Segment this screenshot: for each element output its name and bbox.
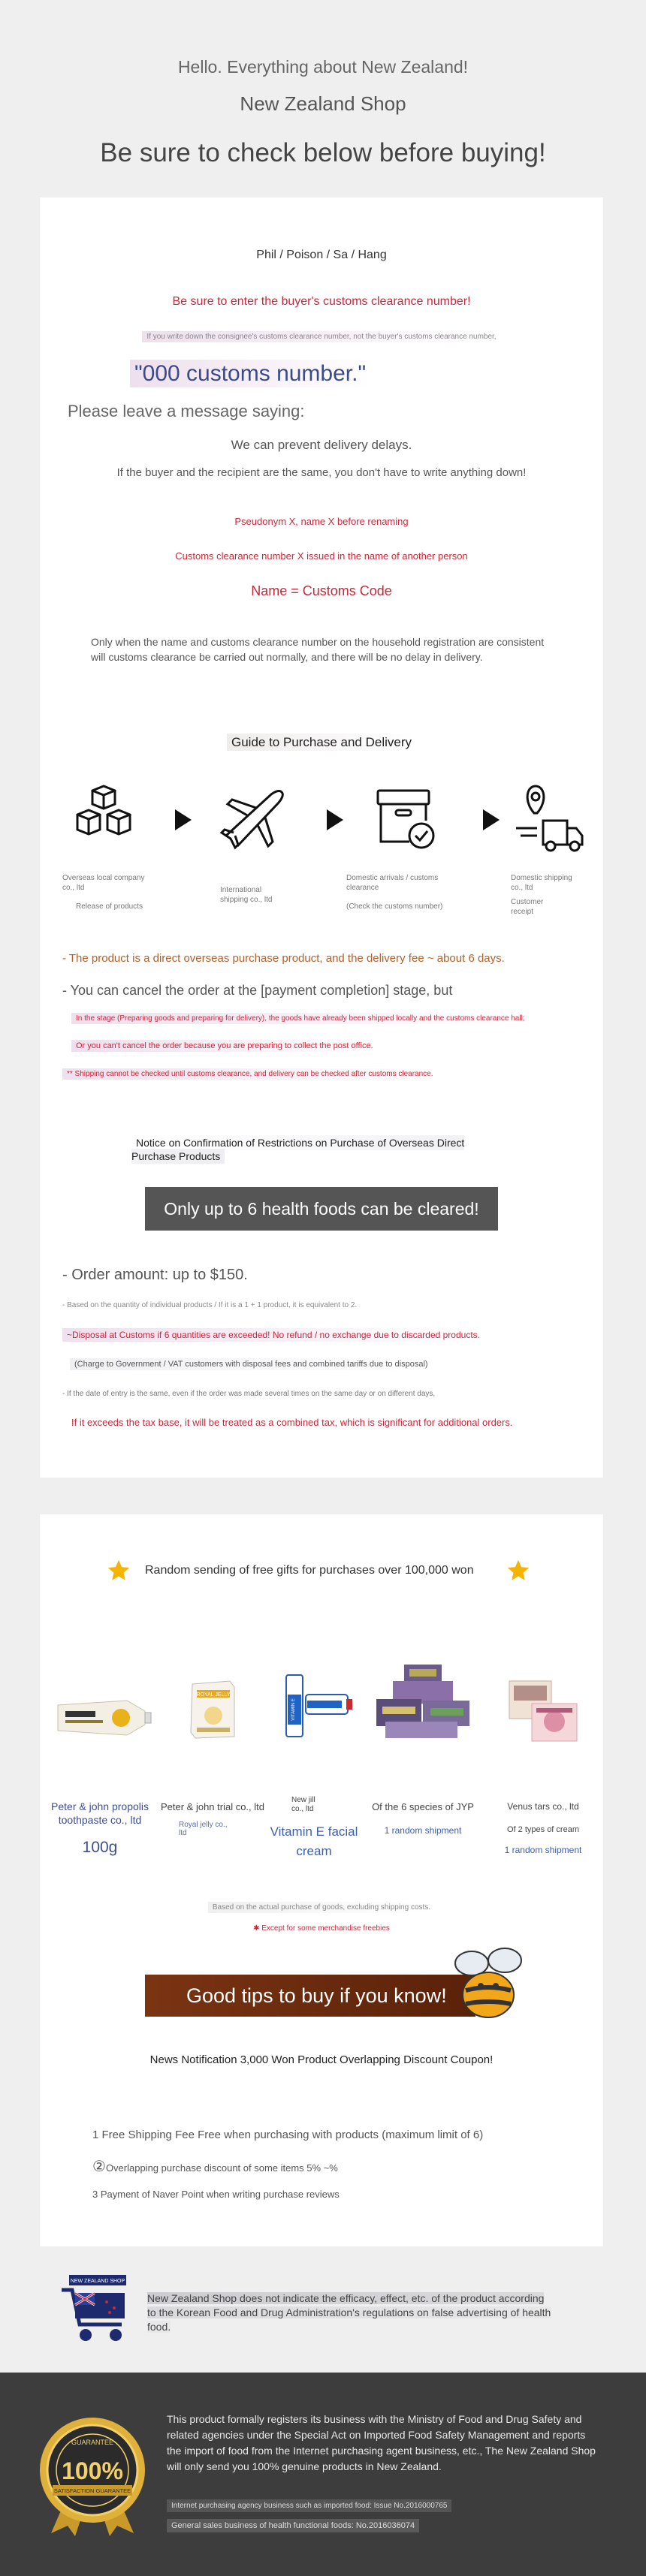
leave-message-label: Please leave a message saying:: [68, 402, 305, 420]
royal-jelly-box-image: [186, 1680, 239, 1743]
product-2-name: Peter & john trial co., ltd: [160, 1801, 264, 1812]
name-equals-code: Name = Customs Code: [251, 583, 392, 598]
genuine-statement: This product formally registers its business with the Ministry of Food and Drug Safety and related agencies under the Special Act on Imported Food Safety Management and reports the import of food from the Internet purchasing agent business, etc., The New Zealand Shop will only send you 100% genuine products in New Zealand.: [167, 2413, 596, 2472]
pseudonym-rule: Pseudonym X, name X before renaming: [234, 516, 409, 527]
step4-caption2: Customer receipt: [511, 898, 544, 916]
registration-1: Internet purchasing agency business such as imported food: Issue No.2016000765: [167, 2502, 451, 2510]
gifts-title: Random sending of free gifts for purchases over 100,000 won: [145, 1564, 474, 1577]
cancel-note: - You can cancel the order at the [payment completion] stage, but: [62, 983, 453, 998]
delivery-fee-note: - The product is a direct overseas purchase product, and the delivery fee ~ about 6 days.: [62, 952, 505, 965]
tip-2: ②Overlapping purchase discount of some items 5% ~%: [92, 2159, 338, 2175]
toothpaste-image: [55, 1695, 152, 1743]
star-icon: [506, 1558, 531, 1587]
cannot-cancel-note: Or you can't cancel the order because you are preparing to collect the post office.: [71, 1041, 378, 1050]
product-3-sub: Vitamin E facial cream: [270, 1824, 358, 1858]
prevent-delays: We can prevent delivery delays.: [231, 438, 412, 452]
same-date-note: - If the date of entry is the same, even if the order was made several times on the same day or on different days,: [62, 1390, 436, 1398]
example-customs-number: "000 customs number.": [130, 361, 551, 387]
notice-card: [40, 197, 603, 1478]
except-note: ✱ Except for some merchandise freebies: [253, 1924, 390, 1933]
footer-disclaimer: [0, 2275, 646, 2350]
arrow-icon: [175, 809, 192, 830]
arrow-icon: [327, 809, 343, 830]
gifts-card: [40, 1514, 603, 2246]
asterisk-icon: ✱: [253, 1924, 262, 1933]
health-food-limit-bar: Only up to 6 health foods can be cleared!: [145, 1187, 498, 1231]
tips-bar: Good tips to buy if you know!: [145, 1975, 475, 2017]
airplane-icon: [219, 783, 294, 858]
names-line: Phil / Poison / Sa / Hang: [256, 249, 387, 261]
step1-caption: Overseas local company co., ltd: [62, 874, 145, 892]
seal-top-text: GUARANTEE: [71, 2439, 114, 2446]
package-check-icon: [370, 783, 445, 858]
product-5-sub: Of 2 types of cream: [507, 1825, 579, 1834]
product-4-name: Of the 6 species of JYP: [372, 1801, 474, 1812]
svg-text:VITAMIN E: VITAMIN E: [291, 1698, 296, 1721]
seal-percent: 100%: [62, 2457, 123, 2484]
restrictions-title: Notice on Confirmation of Restrictions on Purchase of Overseas Direct Purchase Products: [131, 1137, 465, 1162]
stage-note: In the stage (Preparing goods and preparing for delivery), the goods have already been shipped locally and the customs clearance hall;: [71, 1014, 582, 1023]
product-3-name: New jill co., ltd: [291, 1796, 315, 1813]
disclaimer-text: New Zealand Shop does not indicate the efficacy, effect, etc. of the product according to the Korean Food and Drug Administration's regulations on false advertising of health food.: [147, 2292, 551, 2333]
star-icon: [106, 1558, 131, 1587]
step2-caption: International shipping co., ltd: [220, 886, 273, 904]
logo-text: NEW ZEALAND SHOP: [70, 2279, 125, 2284]
product-1-size: 100g: [82, 1839, 118, 1856]
shop-cart-logo: [59, 2275, 134, 2351]
shipping-check-note: ** Shipping cannot be checked until customs clearance, and delivery can be checked after customs clearance.: [62, 1070, 438, 1078]
hero: [0, 0, 646, 168]
bee-mascot-icon: [449, 1941, 524, 2027]
product-5-sub2: 1 random shipment: [504, 1845, 582, 1855]
only-when-note: Only when the name and customs clearance number on the household registration are consistent will customs clearance be carried out normally, and there will be no delay in delivery.: [91, 636, 545, 663]
tax-base-note: If it exceeds the tax base, it will be treated as a combined tax, which is significant for additional orders.: [71, 1417, 513, 1428]
boxes-icon: [70, 783, 145, 858]
step1-caption2: Release of products: [76, 902, 143, 911]
tip-3: 3 Payment of Naver Point when writing purchase reviews: [92, 2189, 340, 2200]
step3-caption2: (Check the customs number): [346, 902, 443, 911]
step4-caption: Domestic shipping co., ltd: [511, 874, 572, 892]
step3-caption: Domestic arrivals / customs clearance: [346, 874, 439, 892]
order-amount: - Order amount: up to $150.: [62, 1267, 248, 1283]
product-4-sub: 1 random shipment: [384, 1825, 462, 1836]
hero-headline: Be sure to check below before buying!: [100, 138, 546, 167]
guide-steps: [62, 783, 581, 881]
hero-shop-name: New Zealand Shop: [240, 92, 406, 115]
enter-number-note: Be sure to enter the buyer's customs clearance number!: [172, 295, 471, 308]
venus-cream-image: [502, 1677, 584, 1748]
disposal-note: ~Disposal at Customs if 6 quantities are exceeded! No refund / no exchange due to discarded products.: [62, 1330, 484, 1340]
arrow-icon: [483, 809, 500, 830]
seal-bottom-text: SATISFACTION GUARANTEE: [53, 2487, 131, 2494]
tip-1: 1 Free Shipping Fee Free when purchasing with products (maximum limit of 6): [92, 2129, 484, 2141]
registration-2: General sales business of health functional foods: No.2016036074: [167, 2521, 419, 2530]
product-1-name: Peter & john propolis toothpaste co., ltd: [51, 1800, 149, 1826]
guide-title: Guide to Purchase and Delivery: [40, 735, 603, 750]
delivery-truck-icon: [513, 783, 588, 858]
product-5-name: Venus tars co., ltd: [507, 1801, 579, 1812]
another-person-rule: Customs clearance number X issued in the name of another person: [175, 550, 468, 562]
coupon-notice: News Notification 3,000 Won Product Overlapping Discount Coupon!: [149, 2053, 494, 2066]
based-on-quantity: - Based on the quantity of individual products / If it is a 1 + 1 product, it is equivalent to 2.: [62, 1301, 358, 1309]
charge-note: (Charge to Government / VAT customers with disposal fees and combined tariffs due to disposal): [70, 1360, 433, 1369]
guarantee-seal-icon: [36, 2416, 149, 2540]
consignee-note: If you write down the consignee's customs clearance number, not the buyer's customs clearance number,: [40, 333, 603, 341]
footer-guarantee: [0, 2373, 646, 2576]
svg-text:ROYAL JELLY: ROYAL JELLY: [196, 1692, 231, 1698]
vitamin-e-cream-image: [280, 1672, 355, 1743]
hero-greeting: Hello. Everything about New Zealand!: [177, 57, 469, 77]
product-2-sub: Royal jelly co., ltd: [179, 1821, 228, 1837]
purchase-basis-note: Based on the actual purchase of goods, excluding shipping costs.: [40, 1903, 603, 1912]
jyp-boxes-image: [370, 1662, 475, 1748]
same-person-note: If the buyer and the recipient are the same, you don't have to write anything down!: [116, 466, 527, 479]
